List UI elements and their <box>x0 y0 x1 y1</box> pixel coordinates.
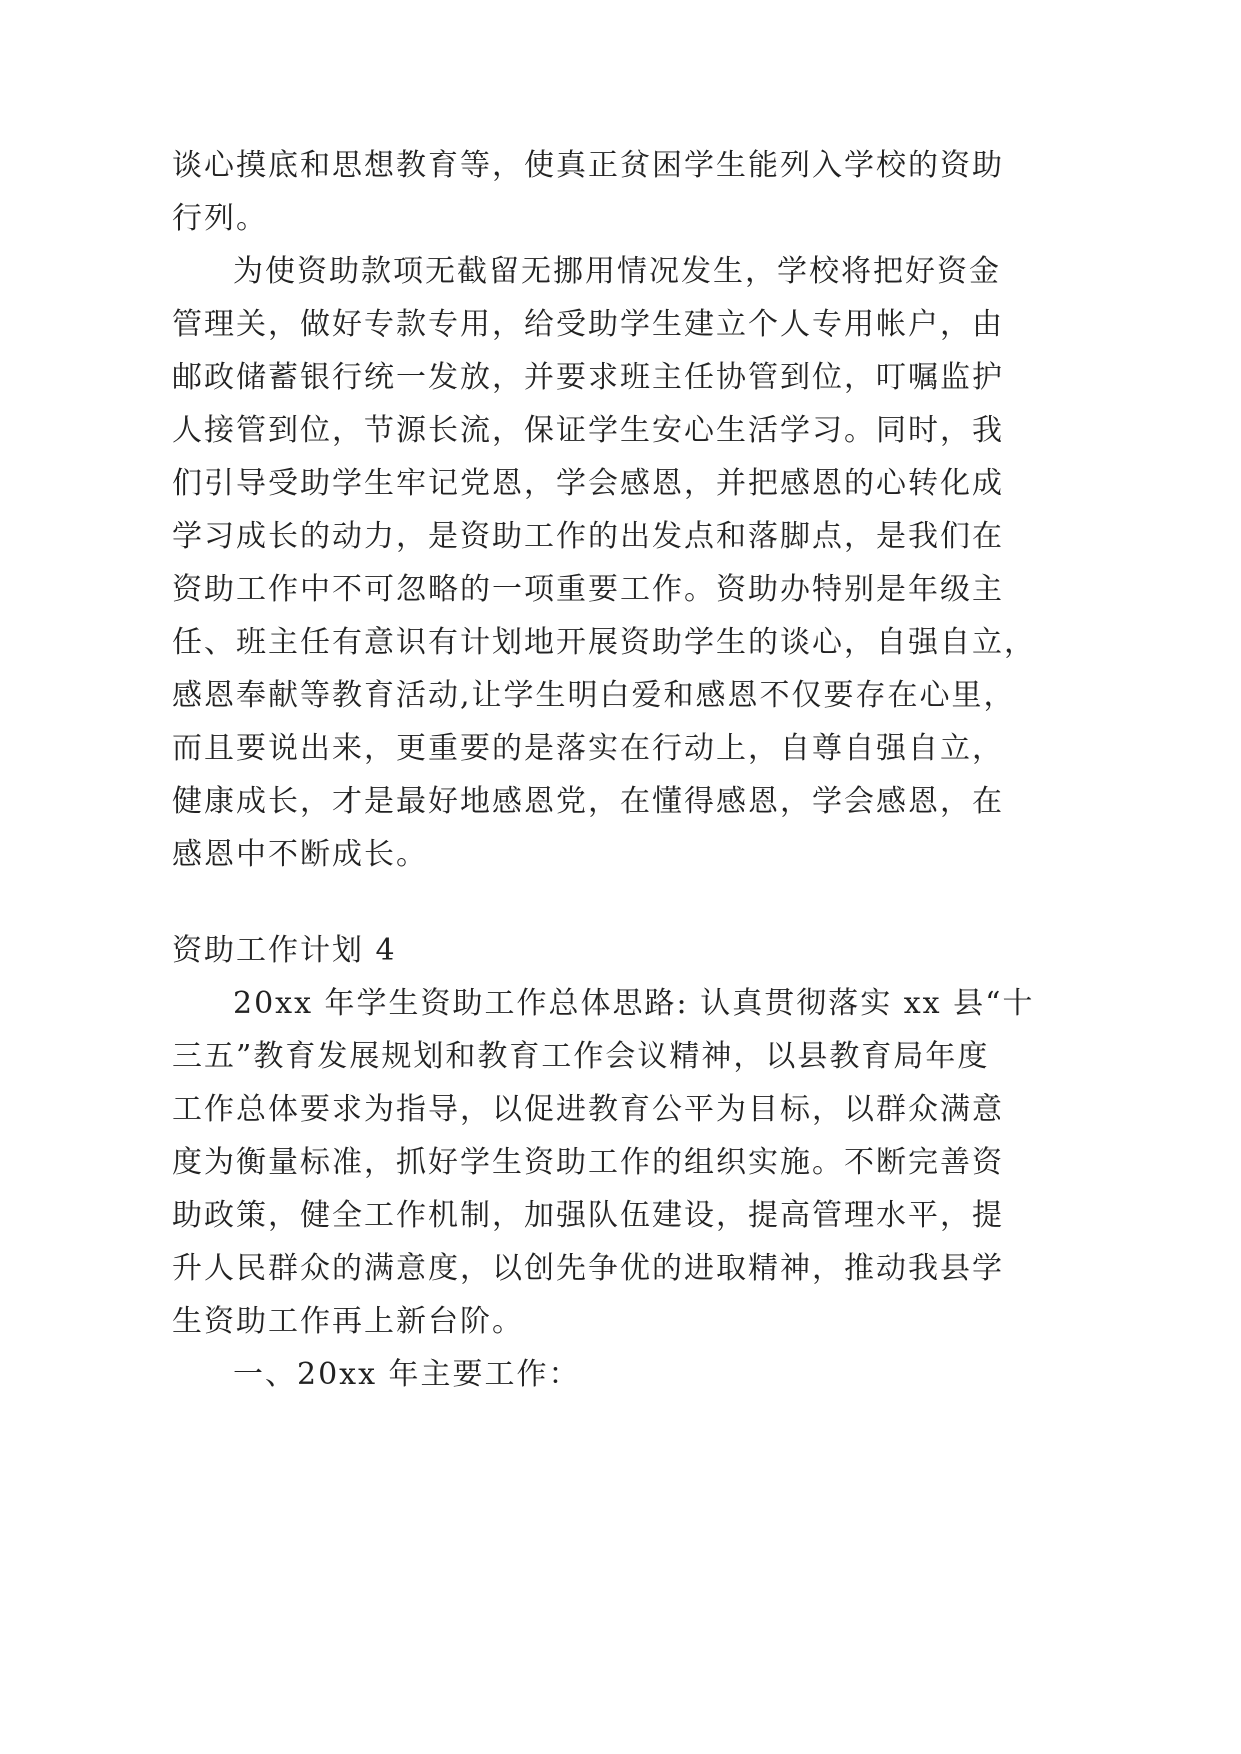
section-title: 资助工作计划 4 <box>172 933 397 968</box>
text-line: 们引导受助学生牢记党恩，学会感恩，并把感恩的心转化成 <box>172 466 1004 501</box>
text-line: 邮政储蓄银行统一发放，并要求班主任协管到位，叮嘱监护 <box>172 360 1004 395</box>
text-line: 升人民群众的满意度，以创先争优的进取精神，推动我县学 <box>172 1251 1004 1286</box>
text-line: 生资助工作再上新台阶。 <box>172 1304 524 1339</box>
paragraph-start-line: 为使资助款项无截留无挪用情况发生，学校将把好资金 <box>233 254 1001 289</box>
text-line: 三五”教育发展规划和教育工作会议精神，以县教育局年度 <box>172 1039 990 1074</box>
text-line: 度为衡量标准，抓好学生资助工作的组织实施。不断完善资 <box>172 1145 1004 1180</box>
text-line: 感恩奉献等教育活动,让学生明白爱和感恩不仅要存在心里， <box>172 678 1016 713</box>
heading-line: 一、20xx 年主要工作： <box>233 1357 581 1392</box>
text-line: 行列。 <box>172 201 268 236</box>
paragraph-start-line: 20xx 年学生资助工作总体思路: 认真贯彻落实 xx 县“十 <box>233 986 1035 1021</box>
text-line: 健康成长，才是最好地感恩党，在懂得感恩，学会感恩，在 <box>172 784 1004 819</box>
text-line: 助政策，健全工作机制，加强队伍建设，提高管理水平，提 <box>172 1198 1004 1233</box>
text-line: 任、班主任有意识有计划地开展资助学生的谈心，自强自立， <box>172 625 1036 660</box>
text-line: 资助工作中不可忽略的一项重要工作。资助办特别是年级主 <box>172 572 1004 607</box>
text-line: 工作总体要求为指导，以促进教育公平为目标，以群众满意 <box>172 1092 1004 1127</box>
text-line: 感恩中不断成长。 <box>172 837 428 872</box>
text-line: 人接管到位，节源长流，保证学生安心生活学习。同时，我 <box>172 413 1004 448</box>
text-line: 谈心摸底和思想教育等，使真正贫困学生能列入学校的资助 <box>172 148 1004 183</box>
text-line: 学习成长的动力，是资助工作的出发点和落脚点，是我们在 <box>172 519 1004 554</box>
text-line: 管理关，做好专款专用，给受助学生建立个人专用帐户，由 <box>172 307 1004 342</box>
text-line: 而且要说出来，更重要的是落实在行动上，自尊自强自立， <box>172 731 1004 766</box>
